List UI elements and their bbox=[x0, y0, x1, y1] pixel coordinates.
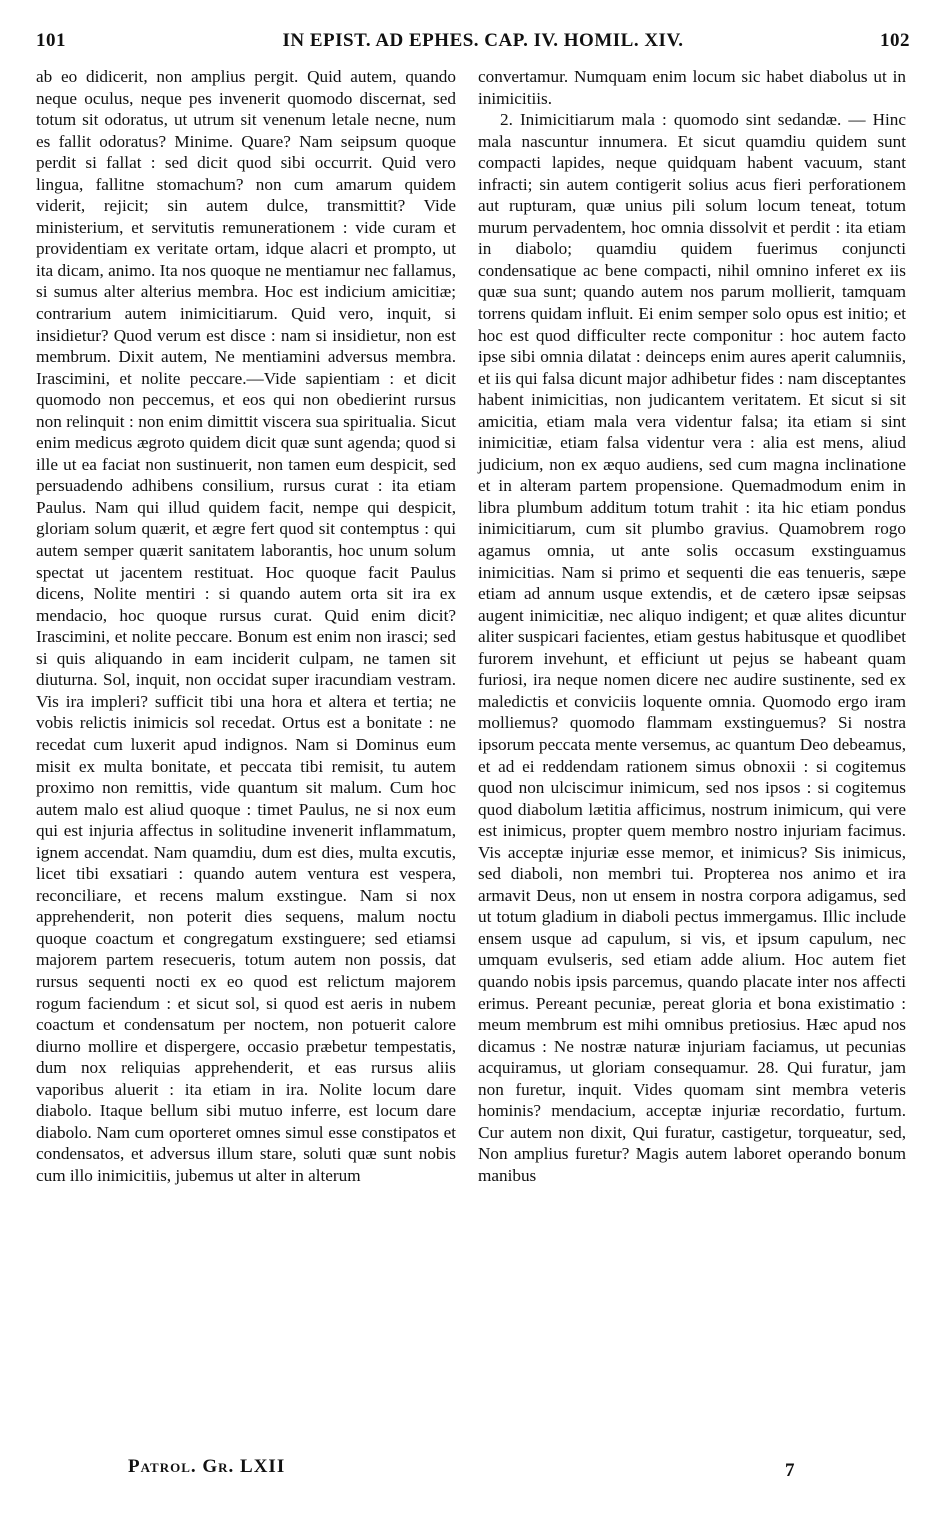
running-title: IN EPIST. AD EPHES. CAP. IV. HOMIL. XIV. bbox=[282, 30, 684, 51]
signature-mark: Patrol. Gr. LXII bbox=[128, 1456, 286, 1477]
running-header bbox=[36, 30, 910, 58]
right-column-paragraph-2: 2. Inimicitiarum mala : quomodo sint sedandæ. — Hinc mala nascuntur innumera. Et sicut quamdiu quidem sunt compacti lapides, neque quidquam habent vacuum, stant infracti; sin autem contigerit solius acus fieri perforationem aut rupturam, quæ unius pili solum locum teneat, totum murum pervadentem, hoc omnia dissolvit et perdit : ita etiam in diabolo; quamdiu quidem fuerimus conjuncti condensatique ac bene compacti, nihil omnino inferet ex iis quæ sua sunt; quando autem nos parum mollierit, tamquam torrens quidam influit. Ei enim semper solo opus est initio; et hoc est quod difficulter recte componitur : hoc autem facto ipse sibi omnia dilatat : deinceps enim aures aperit calumniis, et iis qui falsa dicunt major adhibetur fides : nam disceptantes habent inimicitias, non judicantem veritatem. Et sicut si sit amicitia, etiam mala vera videntur falsa; ita etiam si sint inimicitiæ, etiam falsa videntur vera : alia est mens, aliud judicium, non ex æquo audiens, sed cum magna inclinatione et in alteram partem propensione. Quemadmodum enim in libra plumbum additum totum trahit : ita hic etiam pondus inimicitiarum, cum sit plumbo gravius. Quamobrem rogo agamus omnia, ut ante solis occasum exstinguamus inimicitias. Nam si primo et sequenti die eas tenueris, sæpe etiam ad annum usque extendis, et de cætero ipsæ seipsas augent inimicitiæ, nec aliquo indigent; et quæ alites dicuntur aliter suspicari facientes, etiam gestus habitusque et quodlibet furorem invehunt, et efficiunt ut pejus se habeant quam furiosi, ira neque nomen dicere nec audire sustinente, sed ex maledictis et conviciis loquente omnia. Quomodo ergo iram molliemus? quomodo flammam exstinguemus? Si nostra ipsorum peccata mente versemus, ac quantum Deo debeamus, et ad ei reddendam rationem simus obnoxii : si cogitemus quod non ulciscimur inimicum, sed nos ipsos : si cogitemus quod diabolum lætitia afficimus, nostrum inimicum, qui vere est inimicus, propter quem membro nostro injuriam facimus. Vis acceptæ injuriæ esse memor, et inimicus? Sis inimicus, sed diaboli, non membri tui. Propterea nos animo et ira armavit Deus, non ut ensem in nostra corpora adigamus, sed ut totum gladium in diaboli pectus immergamus. Illic include ensem usque ad capulum, si vis, et ipsum capulum, nec umquam evulseris, sed etiam adde alium. Hoc autem fiet quando nobis ipsis parcemus, quando placate inter nos affecti erimus. Pereant pecuniæ, pereat gloria et bona existimatio : meum membrum est mihi omnibus pretiosius. Hæc apud nos dicamus : Ne nostræ naturæ injuriam faciamus, ut pecunias acquiramus, ut gloriam consequamur. 28. Qui furatur, jam non furetur, inquit. Vides quomam sint membra veteris hominis? mendacium, acceptæ injuriæ recordatio, furtum. Cur autem non dixit, Qui furatur, castigetur, torqueatur, sed, Non amplius furetur? Magis autem laboret operando bonum manibus bbox=[478, 110, 906, 1185]
right-column bbox=[478, 66, 906, 1186]
right-column-paragraph-1: convertamur. Numquam enim locum sic habet diabolus ut in inimicitiis. bbox=[478, 67, 906, 108]
left-column-text: ab eo didicerit, non amplius pergit. Quid autem, quando neque oculus, neque pes invenerit quomodo discernat, sed totum sit odoratus, ut utrum sit venenum letale necne, num es fallit odoratus? Minime. Quare? Nam seipsum quoque perdit si fallat : sed dicit quod sibi occurrit. Quid vero lingua, fallitne stomachum? non cum amarum quidem viderit, rejicit; sin autem dulce, transmittit? Vide ministerium, et servitutis remunerationem : vide curam et providentiam ex veritate ortam, idque alacri et prompto, ut ita dicam, animo. Ita nos quoque ne mentiamur nec fallamus, si sumus alter alterius membra. Hoc est indicium amicitiæ; contrarium autem inimicitiarum. Quid vero, inquit, si insidietur? Quod verum est disce : nam si insidietur, non est membrum. Dixit autem, Ne mentiamini adversus membra. Irascimini, et nolite peccare.—Vide sapientiam : et dicit quomodo non peccemus, et eos qui non obedierint rursus non relinquit : non enim dimittit viscera sua spiritualia. Sicut enim medicus ægroto quidem dicit quæ sunt agenda; quod si ille ut ea faciat non sustinuerit, non tamen eum despicit, sed persuadendo adhibens consilium, rursus curat : ita etiam Paulus. Nam qui illud quidem facit, nempe qui despicit, gloriam solum quærit, et ægre fert quod sit contemptus : qui autem semper quærit sanitatem laborantis, hoc unum solum spectat ut jacentem restituat. Hoc quoque facit Paulus dicens, Nolite mentiri : si quando autem orta sit ira ex mendacio, hoc quoque rursus curat. Quid enim dicit? Irascimini, et nolite peccare. Bonum est enim non irasci; sed si quis aliquando in eam inciderit culpam, ne tamen sit diuturna. Sol, inquit, non occidat super iracundiam vestram. Vis ira impleri? sufficit tibi una hora et altera et tertia; ne vobis relictis inimicis sol recedat. Ortus est a bonitate : ne recedat cum luxerit apud indignos. Nam si Dominus eum misit ex multa bonitate, et peccata tibi remisit, tu autem proximo non remittis, vide quantum sit malum. Cum hoc autem malo est aliud quoque : timet Paulus, ne si nox eum qui est injuria affectus in solitudine invenerit inflammatum, ignem accendat. Nam quamdiu, dum est dies, multa excutis, licet tibi exsatiari : quando autem ventura est vespera, reconciliare, et recens malum exstingue. Nam si nox apprehenderit, non poterit dies sequens, malum noctu quoque coactum et congregatum exstinguere; sed etiamsi majorem partem resecueris, totum autem non possis, dat rursus sequenti nocti ex eo quod est relictum majorem rogum faciendum : et sicut sol, si quod est aeris in nubem coactum et condensatum per noctem, non potuerit calore diurno mollire et dispergere, occasio præbetur tempestatis, dum nox reliquias apprehenderit, et eas rursus aliis vaporibus aluerit : ita etiam in ira. Nolite locum dare diabolo. Itaque bellum sibi mutuo inferre, est locum dare diabolo. Nam cum oporteret omnes simul esse constipatos et condensatos, et adversus illum stare, soluti quæ sunt nobis cum illo inimicitiis, jubemus ut alter in alterum bbox=[36, 67, 457, 1185]
gathering-number: 7 bbox=[785, 1460, 795, 1481]
left-column bbox=[36, 66, 456, 1186]
page-number-left: 101 bbox=[36, 30, 66, 51]
page-number-right: 102 bbox=[880, 30, 910, 51]
